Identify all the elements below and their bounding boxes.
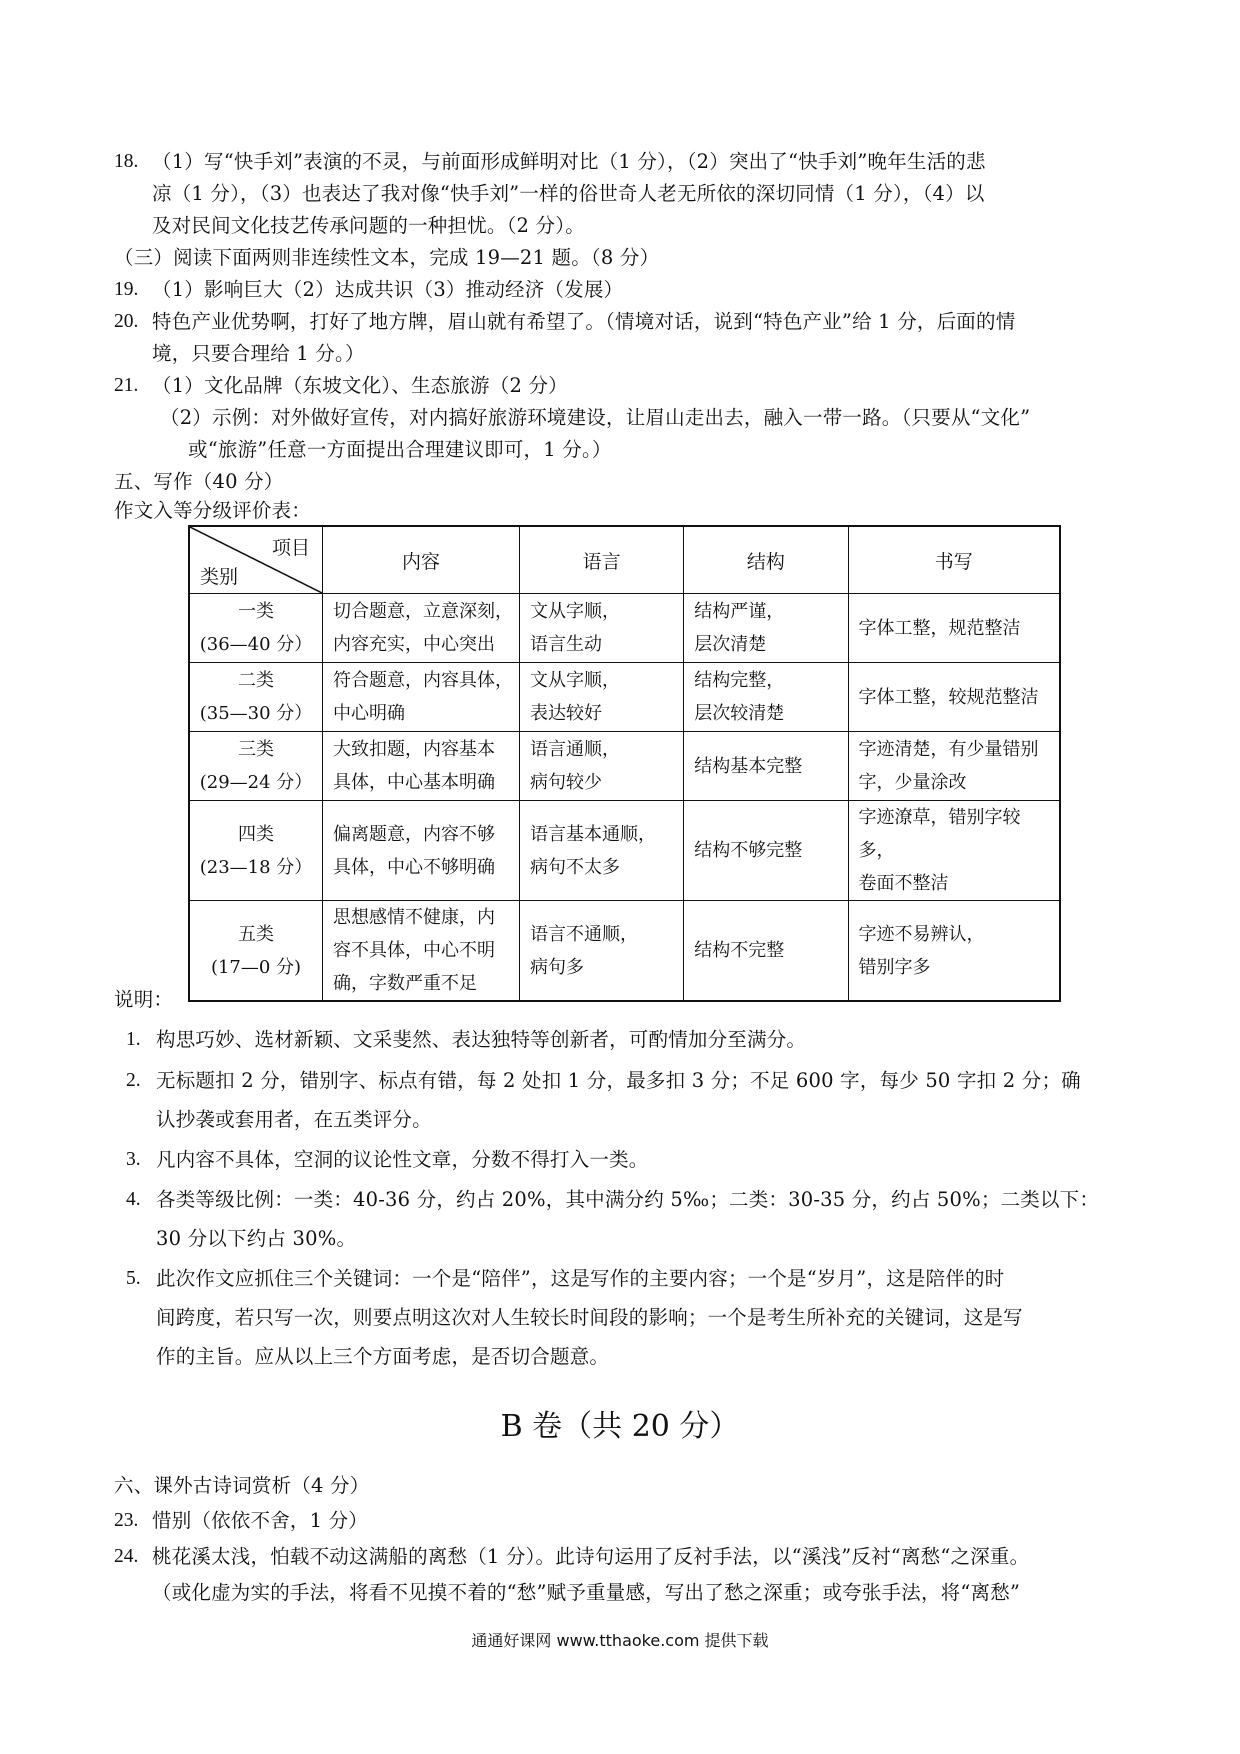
header-language: 语言 bbox=[520, 526, 684, 594]
corner-label-item: 项目 bbox=[271, 537, 310, 559]
note-text: 30 分以下约占 30%。 bbox=[156, 1227, 357, 1250]
category-name: 一类 bbox=[238, 601, 274, 622]
question-number: 21. bbox=[114, 375, 139, 396]
answer-text: 惜别（依依不舍，1 分） bbox=[152, 1509, 369, 1532]
note-number: 1. bbox=[126, 1029, 141, 1050]
cell-line: 语言通顺， bbox=[530, 739, 621, 760]
answer-text: 特色产业优势啊，打好了地方牌，眉山就有希望了。（情境对话，说到“特色产业”给 1 分，后面的情 bbox=[152, 310, 1016, 333]
answer-text: （1）文化品牌（东坡文化）、生态旅游（2 分） bbox=[152, 374, 568, 397]
cell-line: 结构基本完整 bbox=[694, 755, 803, 777]
answer-text: （或化虚为实的手法，将看不见摸不着的“愁”赋予重量感，写出了愁之深重；或夸张手法，将“离愁” bbox=[152, 1581, 1021, 1604]
note-number: 3. bbox=[126, 1149, 141, 1170]
category-cell bbox=[189, 663, 323, 732]
writing-cell bbox=[848, 901, 1060, 1002]
cell-line: 语言不通顺， bbox=[530, 923, 639, 945]
cell-line: 错别字多 bbox=[858, 956, 931, 978]
category-cell bbox=[189, 732, 323, 801]
cell-line: 思想感情不健康，内 bbox=[333, 907, 495, 928]
cell-line: 病句不太多 bbox=[530, 856, 621, 878]
table-caption: 作文入等分级评价表： bbox=[114, 499, 312, 522]
question-number: 24. bbox=[114, 1546, 139, 1567]
cell-line: 中心明确 bbox=[333, 703, 405, 724]
language-cell bbox=[520, 801, 684, 901]
category-name: 五类 bbox=[238, 923, 274, 945]
table-corner-cell bbox=[189, 526, 323, 594]
writing-cell bbox=[848, 732, 1060, 801]
category-name: 三类 bbox=[238, 739, 274, 760]
table-row bbox=[189, 594, 1060, 663]
cell-line: 具体，中心不够明确 bbox=[333, 856, 495, 878]
language-cell bbox=[520, 663, 684, 732]
category-cell bbox=[189, 801, 323, 901]
cell-line: 偏离题意，内容不够 bbox=[333, 823, 495, 845]
cell-line: 具体，中心基本明确 bbox=[333, 772, 495, 793]
writing-cell bbox=[848, 594, 1060, 663]
cell-line: 文从字顺， bbox=[530, 670, 621, 691]
question-number: 20. bbox=[114, 311, 139, 332]
category-range: (23—18 分） bbox=[199, 856, 313, 878]
structure-cell bbox=[684, 663, 848, 732]
cell-line: 病句较少 bbox=[530, 772, 603, 793]
category-name: 二类 bbox=[238, 670, 274, 691]
content-cell bbox=[323, 732, 520, 801]
answer-text: 凉（1 分），（3）也表达了我对像“快手刘”一样的俗世奇人老无所依的深切同情（1 分），（4）以 bbox=[152, 182, 985, 205]
cell-line: 结构严谨， bbox=[694, 601, 785, 622]
cell-line: 结构不够完整 bbox=[694, 840, 803, 861]
table-row bbox=[189, 663, 1060, 732]
answer-text: 及对民间文化技艺传承问题的一种担忧。（2 分）。 bbox=[152, 214, 585, 237]
cell-line: 字体工整，规范整洁 bbox=[858, 617, 1021, 639]
answer-text: 桃花溪太浅，怕载不动这满船的离愁（1 分）。此诗句运用了反衬手法，以“溪浅”反衬“离愁“之深重。 bbox=[152, 1545, 1030, 1568]
cell-line: 语言基本通顺， bbox=[530, 823, 657, 845]
header-writing: 书写 bbox=[848, 526, 1060, 594]
cell-line: 文从字顺， bbox=[530, 601, 621, 622]
note-number: 2. bbox=[126, 1070, 141, 1091]
category-cell bbox=[189, 901, 323, 1002]
table-row bbox=[189, 801, 1060, 901]
category-range: (35—30 分） bbox=[199, 703, 313, 724]
question-number: 23. bbox=[114, 1510, 139, 1531]
section-heading: 六、课外古诗词赏析（4 分） bbox=[114, 1474, 370, 1497]
note-text: 无标题扣 2 分，错别字、标点有错，每 2 处扣 1 分，最多扣 3 分；不足 600 字，每少 50 字扣 2 分；确 bbox=[156, 1069, 1081, 1092]
cell-line: 符合题意，内容具体， bbox=[333, 670, 513, 691]
content-cell bbox=[323, 663, 520, 732]
header-content: 内容 bbox=[323, 526, 520, 594]
note-text: 此次作文应抓住三个关键词：一个是“陪伴”，这是写作的主要内容；一个是“岁月”，这是陪伴的时 bbox=[156, 1267, 1005, 1290]
cell-line: 层次清楚 bbox=[694, 634, 767, 655]
structure-cell bbox=[684, 901, 848, 1002]
notes-title: 说明： bbox=[114, 988, 174, 1011]
question-number: 18. bbox=[114, 151, 139, 172]
cell-line: 字体工整，较规范整洁 bbox=[858, 686, 1039, 708]
page-footer: 通通好课网 www.tthaoke.com 提供下载 bbox=[471, 1631, 769, 1650]
corner-label-category: 类别 bbox=[200, 566, 239, 588]
content-cell bbox=[323, 594, 520, 663]
answer-text: 境，只要合理给 1 分。） bbox=[152, 342, 365, 365]
content-cell bbox=[323, 901, 520, 1002]
question-number: 19. bbox=[114, 279, 139, 300]
language-cell bbox=[520, 594, 684, 663]
answer-text: （2）示例：对外做好宣传，对内搞好旅游环境建设，让眉山走出去，融入一带一路。（只要从“文化” bbox=[160, 406, 1031, 429]
structure-cell bbox=[684, 594, 848, 663]
cell-line: 切合题意，立意深刻， bbox=[333, 601, 513, 622]
header-structure: 结构 bbox=[684, 526, 848, 594]
language-cell bbox=[520, 901, 684, 1002]
writing-cell bbox=[848, 663, 1060, 732]
cell-line: 字，少量涂改 bbox=[858, 772, 967, 793]
note-text: 构思巧妙、选材新颖、文采斐然、表达独特等创新者，可酌情加分至满分。 bbox=[156, 1028, 807, 1051]
structure-cell bbox=[684, 801, 848, 901]
note-text: 作的主旨。应从以上三个方面考虑，是否切合题意。 bbox=[156, 1345, 610, 1368]
table-header-row bbox=[189, 526, 1060, 594]
table-row bbox=[189, 732, 1060, 801]
cell-line: 内容充实，中心突出 bbox=[333, 634, 495, 655]
grading-table bbox=[188, 525, 1061, 1002]
note-text: 认抄袭或套用者，在五类评分。 bbox=[156, 1108, 432, 1131]
answer-text: （1）影响巨大（2）达成共识（3）推动经济（发展） bbox=[152, 278, 624, 301]
cell-line: 大致扣题，内容基本 bbox=[333, 739, 495, 760]
note-text: 间跨度，若只写一次，则要点明这次对人生较长时间段的影响；一个是考生所补充的关键词，这是写 bbox=[156, 1306, 1023, 1329]
cell-line: 字迹不易辨认， bbox=[858, 923, 985, 945]
writing-cell bbox=[848, 801, 1060, 901]
cell-line: 病句多 bbox=[530, 956, 585, 978]
category-name: 四类 bbox=[238, 823, 274, 845]
content-cell bbox=[323, 801, 520, 901]
note-text: 凡内容不具体，空洞的议论性文章，分数不得打入一类。 bbox=[156, 1148, 649, 1171]
cell-line: 卷面不整洁 bbox=[858, 873, 949, 894]
category-range: (29—24 分） bbox=[199, 772, 313, 793]
answer-text: （1）写“快手刘”表演的不灵，与前面形成鲜明对比（1 分），（2）突出了“快手刘”晚年生活的悲 bbox=[152, 150, 986, 173]
cell-line: 语言生动 bbox=[530, 634, 603, 655]
cell-line: 结构完整， bbox=[694, 670, 785, 691]
category-cell bbox=[189, 594, 323, 663]
cell-line: 结构不完整 bbox=[694, 940, 785, 961]
category-range: (36—40 分） bbox=[199, 634, 313, 655]
language-cell bbox=[520, 732, 684, 801]
cell-line: 容不具体，中心不明 bbox=[333, 940, 495, 961]
cell-line: 确，字数严重不足 bbox=[333, 973, 477, 994]
cell-line: 字迹清楚，有少量错别 bbox=[858, 739, 1039, 760]
table-row bbox=[189, 901, 1060, 1002]
note-number: 4. bbox=[126, 1189, 141, 1210]
cell-line: 表达较好 bbox=[530, 703, 603, 724]
cell-line: 层次较清楚 bbox=[694, 703, 785, 724]
answer-text: 或“旅游”任意一方面提出合理建议即可，1 分。） bbox=[188, 438, 612, 461]
category-range: (17—0 分) bbox=[210, 956, 302, 978]
note-text: 各类等级比例：一类：40-36 分，约占 20%，其中满分约 5‰；二类：30-35 分，约占 50%；二类以下： bbox=[156, 1188, 1100, 1211]
section-heading: （三）阅读下面两则非连续性文本，完成 19—21 题。（8 分） bbox=[114, 246, 660, 269]
section-heading: 五、写作（40 分） bbox=[114, 470, 284, 493]
note-number: 5. bbox=[126, 1268, 141, 1289]
section-b-title: B 卷（共 20 分） bbox=[500, 1409, 740, 1444]
structure-cell bbox=[684, 732, 848, 801]
cell-line: 字迹潦草，错别字较多， bbox=[858, 807, 1021, 861]
